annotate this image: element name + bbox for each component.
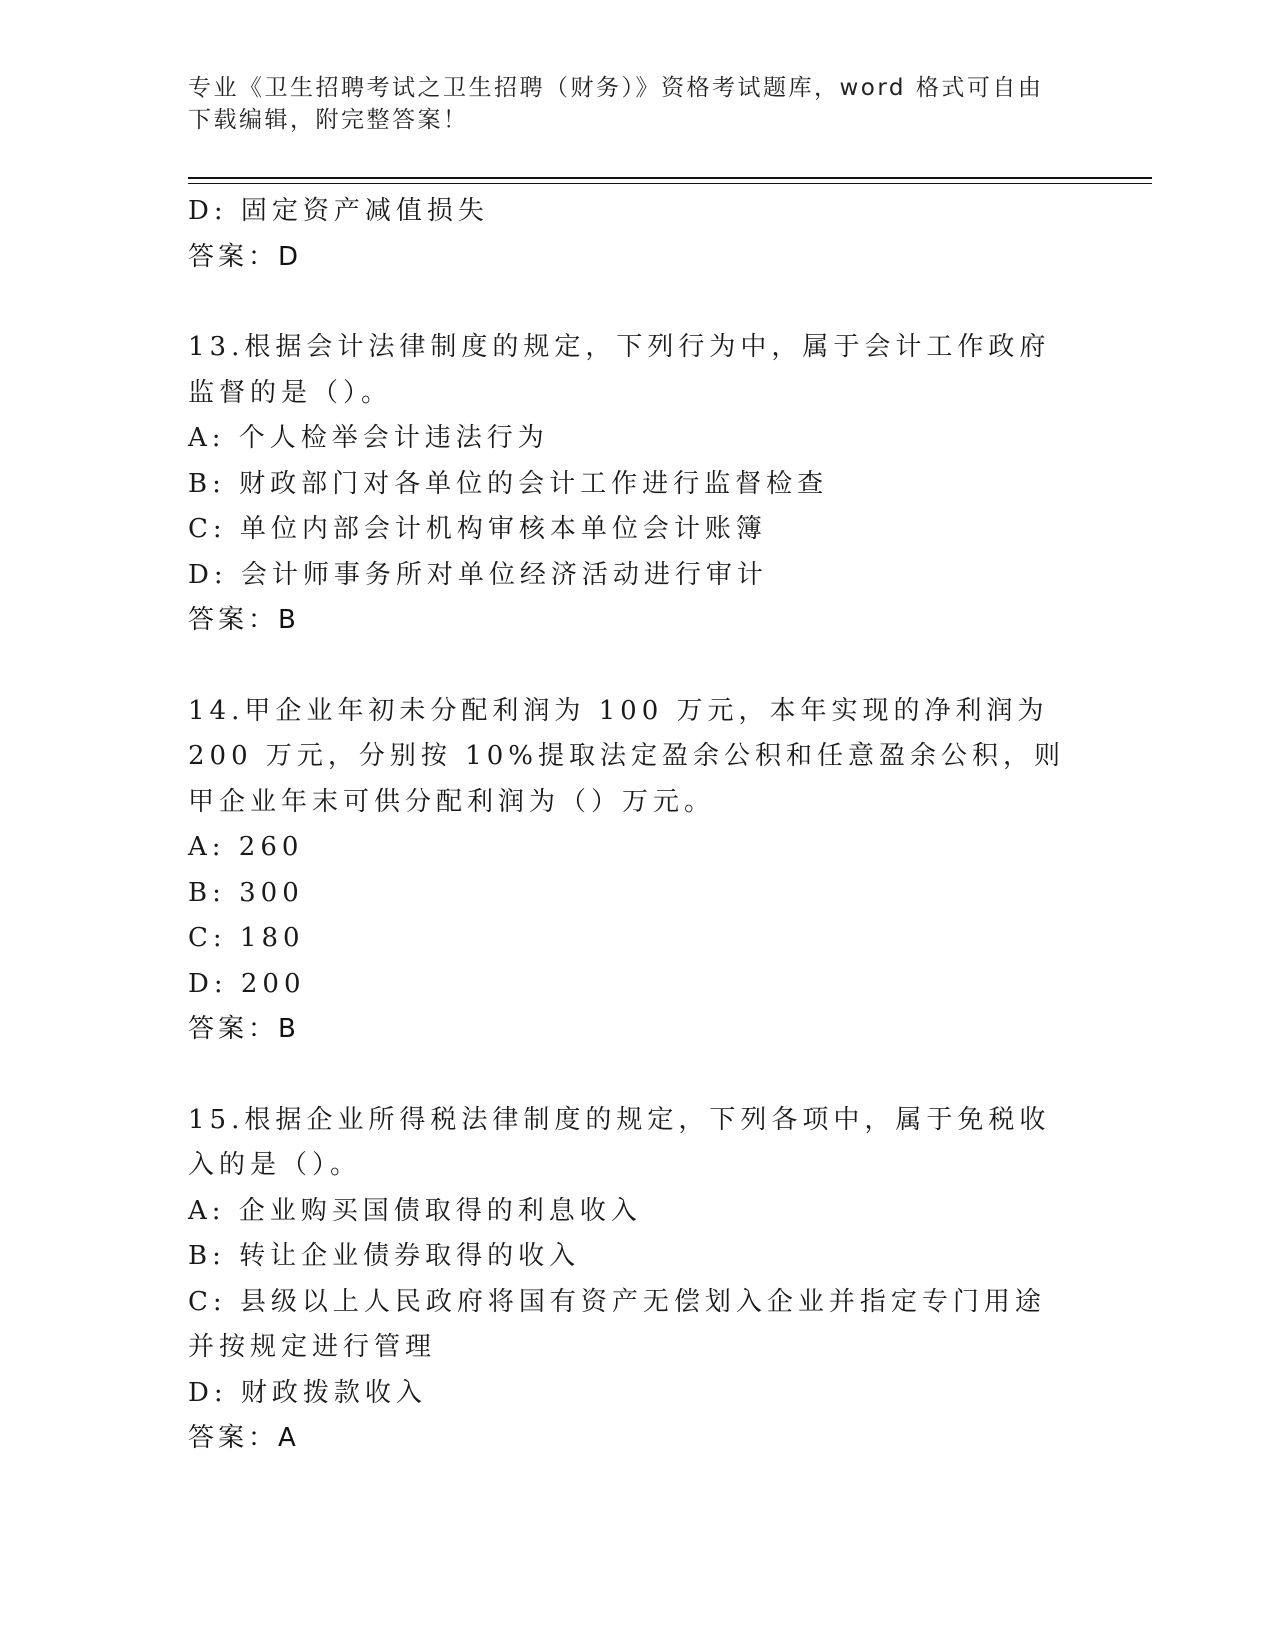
question-stem: 13.根据会计法律制度的规定，下列行为中，属于会计工作政府监督的是（）。 <box>188 332 1051 408</box>
header-divider <box>188 177 1152 179</box>
option-d: D: 会计师事务所对单位经济活动进行审计 <box>188 559 768 590</box>
option-c: C: 单位内部会计机构审核本单位会计账簿 <box>188 514 767 544</box>
question-14 <box>188 689 1068 1053</box>
option-b: B: 转让企业债券取得的收入 <box>188 1241 581 1271</box>
question-15 <box>188 1098 1068 1462</box>
answer: 答案：B <box>188 1014 300 1044</box>
header-divider-thin <box>188 183 1152 184</box>
question-13 <box>188 325 1068 644</box>
question-content <box>188 189 1068 1462</box>
option-a: A: 企业购买国债取得的利息收入 <box>188 1195 642 1226</box>
option-c: C: 180 <box>188 923 305 953</box>
option-b: B: 财政部门对各单位的会计工作进行监督检查 <box>188 468 829 499</box>
option-a: A: 260 <box>188 832 304 862</box>
option-d: D: 财政拨款收入 <box>188 1377 427 1408</box>
option-b: B: 300 <box>188 877 304 908</box>
answer: 答案：A <box>188 1423 300 1453</box>
prev-answer: 答案：D <box>188 241 303 272</box>
option-d: D: 200 <box>188 968 306 999</box>
prev-option-d: D: 固定资产减值损失 <box>188 196 489 226</box>
question-stem: 15.根据企业所得税法律制度的规定，下列各项中，属于免税收入的是（）。 <box>188 1104 1051 1180</box>
option-a: A: 个人检举会计违法行为 <box>188 423 549 453</box>
document-header: 专业《卫生招聘考试之卫生招聘（财务）》资格考试题库，word 格式可自由下载编辑，附完整答案！ <box>188 75 1044 133</box>
question-stem: 14.甲企业年初未分配利润为 100 万元，本年实现的净利润为 200 万元，分别按 10%提取法定盈余公积和任意盈余公积，则甲企业年末可供分配利润为（）万元。 <box>188 695 1065 817</box>
answer: 答案：B <box>188 605 300 635</box>
option-c: C: 县级以上人民政府将国有资产无偿划入企业并指定专门用途并按规定进行管理 <box>188 1286 1046 1362</box>
